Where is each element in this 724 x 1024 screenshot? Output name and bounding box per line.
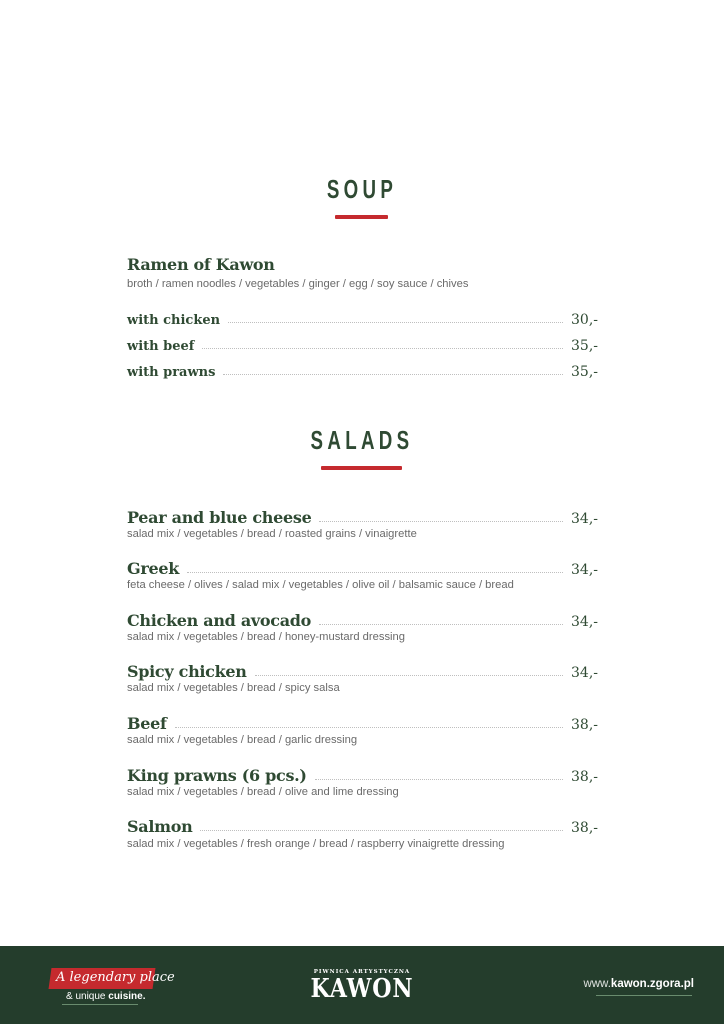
variant-label: with prawns [127,365,216,380]
variant-label: with beef [127,339,195,354]
salads-title-underline [321,466,402,470]
salad-name: Greek [127,559,180,578]
salad-item-row [127,659,598,681]
salad-name: Beef [127,714,167,733]
soup-dish-description: broth / ramen noodles / vegetables / ginger / egg / soy sauce / chives [127,278,469,290]
variant-price: 35,- [571,364,598,380]
variant-price: 30,- [571,312,598,328]
salad-price: 34,- [571,614,598,630]
soup-dish-name: Ramen of Kawon [127,255,275,274]
soup-variant-row [127,332,598,354]
salad-price: 34,- [571,665,598,681]
website-underline [596,995,692,996]
salad-description: salad mix / vegetables / bread / spicy salsa [127,682,340,694]
dot-leader [175,727,563,728]
dot-leader [319,521,563,522]
salads-section-title: SALADS [310,425,414,455]
dot-leader [228,322,563,323]
salad-description: saald mix / vegetables / bread / garlic dressing [127,734,358,746]
kawon-logo: KAWON [310,974,414,1004]
logo-subtitle: PIWNICA ARTYSTYCZNA [313,969,411,975]
soup-section-title: SOUP [326,174,398,204]
dot-leader [187,572,563,573]
dot-leader [255,675,563,676]
salad-name: Spicy chicken [127,662,247,681]
website-prefix: www. [583,978,611,990]
dot-leader [223,374,563,375]
legendary-badge-text: A legendary place [56,970,175,985]
salad-item-row [127,814,598,836]
tagline-underline [62,1004,138,1005]
salad-item-row [127,763,598,785]
salad-description: salad mix / vegetables / bread / olive and lime dressing [127,786,399,798]
soup-variant-row [127,306,598,328]
variant-label: with chicken [127,313,221,328]
dot-leader [200,830,563,831]
salad-item-row [127,556,598,578]
website-link[interactable] [583,978,694,990]
salad-price: 34,- [571,511,598,527]
tagline-bold: cuisine. [108,991,146,1002]
salad-item-row [127,505,598,527]
variant-price: 35,- [571,338,598,354]
salad-price: 38,- [571,820,598,836]
salad-description: feta cheese / olives / salad mix / vegetables / olive oil / balsamic sauce / bread [127,579,514,591]
dot-leader [315,779,563,780]
salad-item-row [127,608,598,630]
salad-description: salad mix / vegetables / fresh orange / bread / raspberry vinaigrette dressing [127,838,505,850]
salad-price: 38,- [571,769,598,785]
salad-name: Salmon [127,817,193,836]
dot-leader [319,624,563,625]
soup-variant-row [127,358,598,380]
salad-description: salad mix / vegetables / bread / roasted grains / vinaigrette [127,528,417,540]
salad-item-row [127,711,598,733]
salad-name: King prawns (6 pcs.) [127,766,307,785]
salad-name: Pear and blue cheese [127,508,312,527]
dot-leader [202,348,563,349]
salad-description: salad mix / vegetables / bread / honey-mustard dressing [127,631,405,643]
website-domain: kawon.zgora.pl [610,978,694,990]
salad-name: Chicken and avocado [127,611,312,630]
soup-title-underline [335,215,388,219]
salad-price: 34,- [571,562,598,578]
salad-price: 38,- [571,717,598,733]
tagline-pre: & unique [66,991,106,1002]
